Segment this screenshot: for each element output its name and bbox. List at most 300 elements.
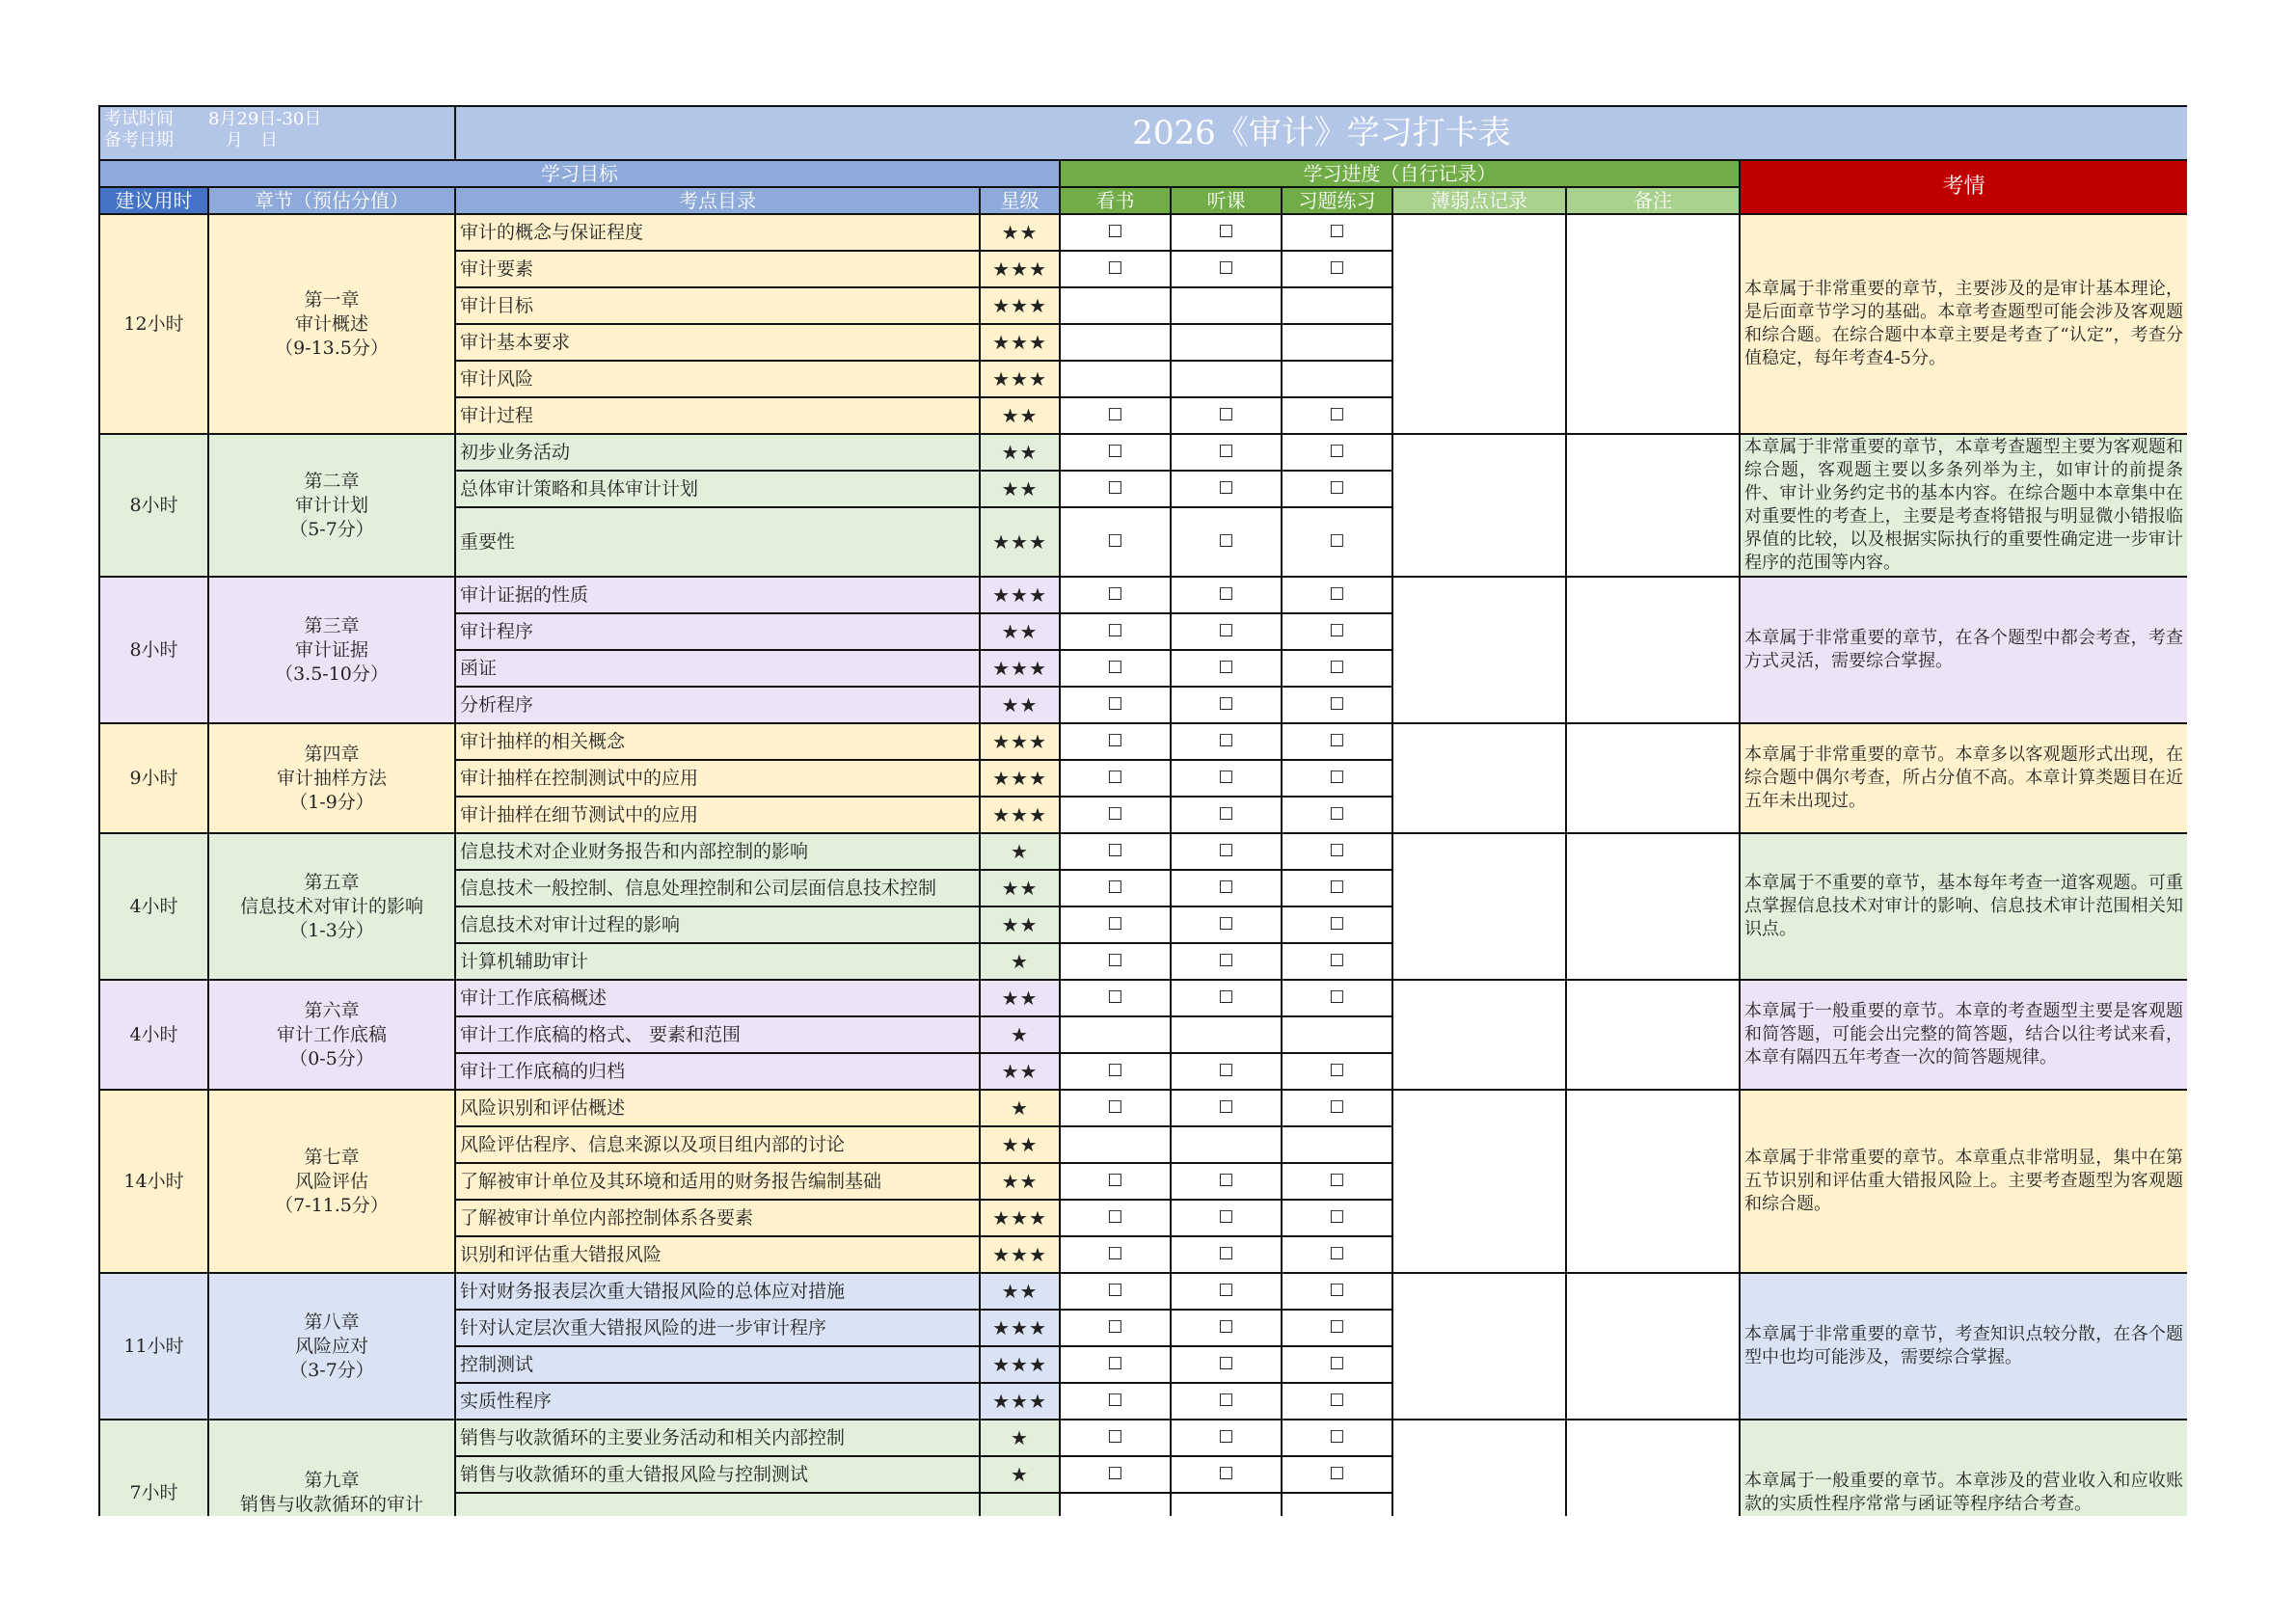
star-rating: ★★★	[980, 577, 1060, 613]
remarks-cell[interactable]	[1566, 1090, 1740, 1273]
read-checkbox[interactable]	[1060, 397, 1171, 434]
read-checkbox[interactable]	[1060, 1456, 1171, 1493]
lecture-checkbox[interactable]	[1171, 1310, 1282, 1346]
table-row	[99, 434, 2187, 471]
checkbox-icon[interactable]: ☐	[1107, 1317, 1123, 1338]
star-rating: ★★★	[980, 650, 1060, 687]
lecture-checkbox[interactable]	[1171, 760, 1282, 797]
checkbox-icon[interactable]: ☐	[1329, 987, 1345, 1008]
checkbox-icon[interactable]: ☐	[1107, 1464, 1123, 1484]
chapter-cell	[208, 833, 455, 980]
checkbox-icon[interactable]: ☐	[1218, 694, 1234, 715]
practice-checkbox[interactable]	[1282, 1383, 1392, 1420]
weak-points-cell[interactable]	[1392, 1090, 1566, 1273]
checkbox-icon[interactable]: ☐	[1329, 878, 1345, 898]
checkbox-icon[interactable]: ☐	[1218, 1171, 1234, 1191]
topic-cell: 信息技术一般控制、信息处理控制和公司层面信息技术控制	[455, 870, 980, 906]
practice-checkbox[interactable]	[1282, 1090, 1392, 1126]
checkbox-icon[interactable]: ☐	[1218, 442, 1234, 462]
checkbox-icon[interactable]: ☐	[1218, 1317, 1234, 1338]
topic-cell: 销售与收款循环的重大错报风险与控制测试	[455, 1456, 980, 1493]
checkbox-icon[interactable]: ☐	[1218, 1354, 1234, 1374]
checkbox-icon[interactable]: ☐	[1218, 987, 1234, 1008]
practice-checkbox[interactable]	[1282, 577, 1392, 613]
checkbox-icon[interactable]: ☐	[1107, 1171, 1123, 1191]
practice-checkbox[interactable]	[1282, 1456, 1392, 1493]
weak-points-cell[interactable]	[1392, 1273, 1566, 1420]
checkbox-icon[interactable]: ☐	[1107, 658, 1123, 678]
chapter-cell	[208, 1420, 455, 1516]
star-rating: ★★★	[980, 797, 1060, 833]
practice-cell[interactable]	[1282, 1016, 1392, 1053]
checkbox-icon[interactable]: ☐	[1329, 258, 1345, 279]
lecture-checkbox[interactable]	[1171, 797, 1282, 833]
checkbox-icon[interactable]: ☐	[1218, 1464, 1234, 1484]
chapter-score: （7-11.5分）	[275, 1194, 389, 1216]
checkbox-icon[interactable]: ☐	[1218, 658, 1234, 678]
chapter-cell	[208, 723, 455, 833]
practice-checkbox[interactable]	[1282, 1200, 1392, 1236]
lecture-checkbox[interactable]	[1171, 471, 1282, 507]
practice-checkbox[interactable]	[1282, 214, 1392, 251]
read-checkbox[interactable]	[1060, 1310, 1171, 1346]
chapter-header: 章节（预估分值）	[208, 187, 455, 214]
study-checkin-sheet	[98, 105, 2187, 1516]
checkbox-icon[interactable]: ☐	[1107, 1391, 1123, 1411]
checkbox-icon[interactable]: ☐	[1329, 531, 1345, 552]
chapter-number: 第五章	[304, 871, 360, 893]
lecture-checkbox[interactable]	[1171, 650, 1282, 687]
checkbox-icon[interactable]: ☐	[1329, 1464, 1345, 1484]
topic-cell: 审计的概念与保证程度	[455, 214, 980, 251]
topic-cell: 初步业务活动	[455, 434, 980, 471]
chapter-cell	[208, 214, 455, 434]
checkbox-icon[interactable]: ☐	[1218, 1097, 1234, 1118]
lecture-checkbox[interactable]	[1171, 1346, 1282, 1383]
checkbox-icon[interactable]: ☐	[1329, 731, 1345, 751]
practice-checkbox[interactable]	[1282, 1236, 1392, 1273]
checkbox-icon[interactable]: ☐	[1107, 1281, 1123, 1301]
checkbox-icon[interactable]: ☐	[1218, 584, 1234, 605]
checkbox-icon[interactable]: ☐	[1107, 841, 1123, 861]
read-checkbox[interactable]	[1060, 906, 1171, 943]
chapter-number: 第六章	[304, 999, 360, 1021]
checkbox-icon[interactable]: ☐	[1107, 1207, 1123, 1228]
lecture-checkbox[interactable]	[1171, 1200, 1282, 1236]
practice-cell[interactable]	[1282, 361, 1392, 397]
lecture-checkbox[interactable]	[1171, 507, 1282, 577]
star-rating: ★★	[980, 980, 1060, 1016]
checkbox-icon[interactable]: ☐	[1218, 914, 1234, 934]
checkbox-icon[interactable]: ☐	[1107, 768, 1123, 788]
read-checkbox[interactable]	[1060, 760, 1171, 797]
chapter-number: 第七章	[304, 1146, 360, 1168]
read-checkbox[interactable]	[1060, 650, 1171, 687]
practice-checkbox[interactable]	[1282, 650, 1392, 687]
star-rating: ★★★	[980, 361, 1060, 397]
read-checkbox[interactable]	[1060, 1163, 1171, 1200]
checkbox-icon[interactable]: ☐	[1329, 914, 1345, 934]
chapter-score: （3.5-10分）	[275, 663, 389, 685]
checkbox-icon[interactable]: ☐	[1107, 694, 1123, 715]
hours-cell: 8小时	[99, 434, 208, 577]
lecture-checkbox[interactable]	[1171, 1383, 1282, 1420]
checkbox-icon[interactable]: ☐	[1107, 1427, 1123, 1447]
checkbox-icon[interactable]: ☐	[1329, 1061, 1345, 1081]
read-cell[interactable]	[1060, 1126, 1171, 1163]
practice-checkbox[interactable]	[1282, 687, 1392, 723]
exam-info-note: 本章属于一般重要的章节。本章涉及的营业收入和应收账款的实质性程序常常与函证等程序结合考查。	[1740, 1420, 2187, 1516]
chapter-cell	[208, 1090, 455, 1273]
read-checkbox[interactable]	[1060, 1090, 1171, 1126]
checkbox-icon[interactable]: ☐	[1329, 804, 1345, 825]
checkbox-icon[interactable]: ☐	[1218, 951, 1234, 971]
lecture-checkbox[interactable]	[1171, 1090, 1282, 1126]
remarks-cell[interactable]	[1566, 1420, 1740, 1516]
practice-checkbox[interactable]	[1282, 980, 1392, 1016]
lecture-checkbox[interactable]	[1171, 870, 1282, 906]
topic-cell: 审计工作底稿的格式、 要素和范围	[455, 1016, 980, 1053]
hours-header: 建议用时	[99, 187, 208, 214]
remarks-cell[interactable]	[1566, 214, 1740, 434]
remarks-cell[interactable]	[1566, 434, 1740, 577]
star-rating: ★	[980, 1420, 1060, 1456]
weak-points-cell[interactable]	[1392, 1420, 1566, 1516]
lecture-checkbox[interactable]	[1171, 397, 1282, 434]
lecture-checkbox[interactable]	[1171, 434, 1282, 471]
checkbox-icon[interactable]: ☐	[1329, 694, 1345, 715]
practice-checkbox[interactable]	[1282, 906, 1392, 943]
checkbox-icon[interactable]: ☐	[1329, 584, 1345, 605]
chapter-score: （0-5分）	[289, 1047, 374, 1069]
checkbox-icon[interactable]: ☐	[1107, 914, 1123, 934]
checkbox-icon[interactable]: ☐	[1329, 478, 1345, 499]
read-checkbox[interactable]	[1060, 1053, 1171, 1090]
lecture-cell[interactable]	[1171, 287, 1282, 324]
read-cell[interactable]	[1060, 1016, 1171, 1053]
checkbox-icon[interactable]: ☐	[1107, 478, 1123, 499]
checkbox-icon[interactable]: ☐	[1107, 621, 1123, 641]
star-rating: ★	[980, 1090, 1060, 1126]
chapter-title: 审计抽样方法	[276, 767, 387, 789]
star-rating: ★★★	[980, 287, 1060, 324]
checkbox-icon[interactable]: ☐	[1218, 1427, 1234, 1447]
lecture-checkbox[interactable]	[1171, 723, 1282, 760]
practice-checkbox[interactable]	[1282, 613, 1392, 650]
checkbox-icon[interactable]: ☐	[1329, 951, 1345, 971]
topic-cell	[455, 1493, 980, 1516]
star-rating: ★★	[980, 397, 1060, 434]
read-checkbox[interactable]	[1060, 687, 1171, 723]
checkbox-icon[interactable]: ☐	[1107, 804, 1123, 825]
topic-cell: 实质性程序	[455, 1383, 980, 1420]
practice-cell[interactable]	[1282, 1493, 1392, 1516]
practice-checkbox[interactable]	[1282, 434, 1392, 471]
practice-checkbox[interactable]	[1282, 507, 1392, 577]
hours-cell: 7小时	[99, 1420, 208, 1516]
topic-cell: 计算机辅助审计	[455, 943, 980, 980]
checkbox-icon[interactable]: ☐	[1329, 405, 1345, 425]
practice-checkbox[interactable]	[1282, 870, 1392, 906]
practice-checkbox[interactable]	[1282, 397, 1392, 434]
star-rating: ★★	[980, 687, 1060, 723]
checkbox-icon[interactable]: ☐	[1107, 1061, 1123, 1081]
topic-cell: 信息技术对企业财务报告和内部控制的影响	[455, 833, 980, 870]
chapter-score: （1-9分）	[289, 791, 374, 813]
read-checkbox[interactable]	[1060, 1420, 1171, 1456]
chapter-title: 审计工作底稿	[276, 1023, 387, 1045]
checkbox-icon[interactable]: ☐	[1107, 878, 1123, 898]
topic-cell: 审计抽样在控制测试中的应用	[455, 760, 980, 797]
checkbox-icon[interactable]: ☐	[1107, 531, 1123, 552]
star-rating	[980, 1493, 1060, 1516]
checkbox-icon[interactable]: ☐	[1329, 621, 1345, 641]
table-row	[99, 1420, 2187, 1456]
weak-points-cell[interactable]	[1392, 434, 1566, 577]
star-rating: ★★★	[980, 1383, 1060, 1420]
goals-group-header: 学习目标	[99, 160, 1060, 187]
remarks-cell[interactable]	[1566, 980, 1740, 1090]
read-checkbox[interactable]	[1060, 870, 1171, 906]
checkbox-icon[interactable]: ☐	[1107, 1354, 1123, 1374]
practice-checkbox[interactable]	[1282, 1310, 1392, 1346]
checkbox-icon[interactable]: ☐	[1329, 1281, 1345, 1301]
checkbox-icon[interactable]: ☐	[1218, 768, 1234, 788]
practice-cell[interactable]	[1282, 287, 1392, 324]
lecture-cell[interactable]	[1171, 1126, 1282, 1163]
lecture-checkbox[interactable]	[1171, 980, 1282, 1016]
practice-cell[interactable]	[1282, 324, 1392, 361]
practice-checkbox[interactable]	[1282, 1053, 1392, 1090]
read-checkbox[interactable]	[1060, 251, 1171, 287]
chapter-title: 销售与收款循环的审计	[239, 1494, 423, 1515]
lecture-checkbox[interactable]	[1171, 1456, 1282, 1493]
topic-cell: 重要性	[455, 507, 980, 577]
chapter-number: 第一章	[304, 288, 360, 311]
weak-points-cell[interactable]	[1392, 723, 1566, 833]
topic-cell: 审计程序	[455, 613, 980, 650]
checkbox-icon[interactable]: ☐	[1329, 1354, 1345, 1374]
weak-points-cell[interactable]	[1392, 577, 1566, 723]
chapter-number: 第三章	[304, 614, 360, 636]
read-checkbox[interactable]	[1060, 797, 1171, 833]
topic-cell: 针对认定层次重大错报风险的进一步审计程序	[455, 1310, 980, 1346]
read-checkbox[interactable]	[1060, 577, 1171, 613]
checkbox-icon[interactable]: ☐	[1218, 841, 1234, 861]
read-cell[interactable]	[1060, 361, 1171, 397]
topic-cell: 总体审计策略和具体审计计划	[455, 471, 980, 507]
star-rating: ★★★	[980, 324, 1060, 361]
checkbox-icon[interactable]: ☐	[1107, 222, 1123, 242]
checkbox-icon[interactable]: ☐	[1218, 1281, 1234, 1301]
read-cell[interactable]	[1060, 324, 1171, 361]
lecture-checkbox[interactable]	[1171, 687, 1282, 723]
checkbox-icon[interactable]: ☐	[1329, 442, 1345, 462]
practice-checkbox[interactable]	[1282, 1346, 1392, 1383]
checkbox-icon[interactable]: ☐	[1329, 1097, 1345, 1118]
lecture-checkbox[interactable]	[1171, 577, 1282, 613]
table-row	[99, 577, 2187, 613]
chapter-score: （9-13.5分）	[275, 337, 389, 359]
hours-cell: 12小时	[99, 214, 208, 434]
checkbox-icon[interactable]: ☐	[1329, 1171, 1345, 1191]
checkbox-icon[interactable]: ☐	[1107, 1097, 1123, 1118]
chapter-title: 风险应对	[294, 1335, 368, 1357]
lecture-checkbox[interactable]	[1171, 613, 1282, 650]
prep-date-label: 备考日期	[104, 130, 174, 150]
checkbox-icon[interactable]: ☐	[1218, 222, 1234, 242]
read-checkbox[interactable]	[1060, 1236, 1171, 1273]
lecture-checkbox[interactable]	[1171, 1163, 1282, 1200]
chapter-score: （3-7分）	[289, 1359, 374, 1381]
topic-cell: 销售与收款循环的主要业务活动和相关内部控制	[455, 1420, 980, 1456]
read-checkbox[interactable]	[1060, 507, 1171, 577]
read-cell[interactable]	[1060, 287, 1171, 324]
checkbox-icon[interactable]: ☐	[1218, 531, 1234, 552]
star-rating: ★★★	[980, 507, 1060, 577]
practice-checkbox[interactable]	[1282, 1273, 1392, 1310]
exam-info-note: 本章属于一般重要的章节。本章的考查题型主要是客观题和简答题，可能会出完整的简答题，结合以往考试来看，本章有隔四五年考查一次的简答题规律。	[1740, 980, 2187, 1090]
weak-points-cell[interactable]	[1392, 214, 1566, 434]
weak-points-cell[interactable]	[1392, 980, 1566, 1090]
chapter-title: 审计计划	[294, 494, 368, 516]
topic-cell: 审计过程	[455, 397, 980, 434]
read-checkbox[interactable]	[1060, 980, 1171, 1016]
read-checkbox[interactable]	[1060, 1273, 1171, 1310]
practice-checkbox[interactable]	[1282, 1420, 1392, 1456]
chapter-title: 风险评估	[294, 1170, 368, 1192]
exam-time-value: 8月29日-30日	[208, 109, 322, 129]
checkbox-icon[interactable]: ☐	[1107, 405, 1123, 425]
star-rating: ★★★	[980, 1346, 1060, 1383]
read-checkbox[interactable]	[1060, 1383, 1171, 1420]
practice-checkbox[interactable]	[1282, 471, 1392, 507]
weak-points-cell[interactable]	[1392, 833, 1566, 980]
practice-checkbox[interactable]	[1282, 833, 1392, 870]
checkbox-icon[interactable]: ☐	[1107, 731, 1123, 751]
lecture-checkbox[interactable]	[1171, 1420, 1282, 1456]
read-checkbox[interactable]	[1060, 613, 1171, 650]
read-checkbox[interactable]	[1060, 471, 1171, 507]
topic-cell: 审计目标	[455, 287, 980, 324]
checkbox-icon[interactable]: ☐	[1329, 1317, 1345, 1338]
checkin-table	[98, 105, 2187, 1516]
topic-cell: 控制测试	[455, 1346, 980, 1383]
practice-checkbox[interactable]	[1282, 760, 1392, 797]
topic-cell: 风险评估程序、信息来源以及项目组内部的讨论	[455, 1126, 980, 1163]
chapter-number: 第八章	[304, 1311, 360, 1333]
practice-cell[interactable]	[1282, 1126, 1392, 1163]
practice-checkbox[interactable]	[1282, 797, 1392, 833]
checkbox-icon[interactable]: ☐	[1218, 621, 1234, 641]
lecture-cell[interactable]	[1171, 1016, 1282, 1053]
checkbox-icon[interactable]: ☐	[1218, 258, 1234, 279]
lecture-checkbox[interactable]	[1171, 943, 1282, 980]
lecture-checkbox[interactable]	[1171, 1236, 1282, 1273]
checkbox-icon[interactable]: ☐	[1107, 987, 1123, 1008]
checkbox-icon[interactable]: ☐	[1107, 1244, 1123, 1264]
exam-info-note: 本章属于非常重要的章节，在各个题型中都会考查，考查方式灵活，需要综合掌握。	[1740, 577, 2187, 723]
topic-cell: 审计证据的性质	[455, 577, 980, 613]
read-checkbox[interactable]	[1060, 214, 1171, 251]
checkbox-icon[interactable]: ☐	[1329, 1427, 1345, 1447]
read-checkbox[interactable]	[1060, 943, 1171, 980]
read-cell[interactable]	[1060, 1493, 1171, 1516]
checkbox-icon[interactable]: ☐	[1218, 1244, 1234, 1264]
chapter-title: 审计概述	[294, 312, 368, 335]
star-rating: ★★	[980, 613, 1060, 650]
checkbox-icon[interactable]: ☐	[1329, 1244, 1345, 1264]
star-rating: ★★★	[980, 760, 1060, 797]
chapter-number: 第二章	[304, 470, 360, 492]
lecture-cell[interactable]	[1171, 361, 1282, 397]
lecture-checkbox[interactable]	[1171, 1273, 1282, 1310]
checkbox-icon[interactable]: ☐	[1107, 951, 1123, 971]
checkbox-icon[interactable]: ☐	[1329, 222, 1345, 242]
read-checkbox[interactable]	[1060, 434, 1171, 471]
lecture-checkbox[interactable]	[1171, 1053, 1282, 1090]
checkbox-icon[interactable]: ☐	[1107, 442, 1123, 462]
checkbox-icon[interactable]: ☐	[1218, 1207, 1234, 1228]
practice-checkbox[interactable]	[1282, 723, 1392, 760]
lecture-checkbox[interactable]	[1171, 833, 1282, 870]
checkbox-icon[interactable]: ☐	[1218, 804, 1234, 825]
read-checkbox[interactable]	[1060, 833, 1171, 870]
checkbox-icon[interactable]: ☐	[1329, 768, 1345, 788]
topic-cell: 针对财务报表层次重大错报风险的总体应对措施	[455, 1273, 980, 1310]
read-checkbox[interactable]	[1060, 723, 1171, 760]
checkbox-icon[interactable]: ☐	[1218, 731, 1234, 751]
remarks-cell[interactable]	[1566, 833, 1740, 980]
lecture-cell[interactable]	[1171, 1493, 1282, 1516]
read-checkbox[interactable]	[1060, 1346, 1171, 1383]
checkbox-icon[interactable]: ☐	[1107, 258, 1123, 279]
remarks-cell[interactable]	[1566, 577, 1740, 723]
lecture-cell[interactable]	[1171, 324, 1282, 361]
chapter-number: 第四章	[304, 743, 360, 765]
remarks-cell[interactable]	[1566, 723, 1740, 833]
checkbox-icon[interactable]: ☐	[1329, 1207, 1345, 1228]
lecture-checkbox[interactable]	[1171, 906, 1282, 943]
checkbox-icon[interactable]: ☐	[1218, 1061, 1234, 1081]
practice-checkbox[interactable]	[1282, 1163, 1392, 1200]
star-rating: ★★★	[980, 723, 1060, 760]
star-rating: ★★	[980, 214, 1060, 251]
checkbox-icon[interactable]: ☐	[1329, 841, 1345, 861]
checkbox-icon[interactable]: ☐	[1329, 1391, 1345, 1411]
practice-checkbox[interactable]	[1282, 251, 1392, 287]
checkbox-icon[interactable]: ☐	[1107, 584, 1123, 605]
practice-checkbox[interactable]	[1282, 943, 1392, 980]
exam-info-note: 本章属于非常重要的章节，考查知识点较分散，在各个题型中也均可能涉及，需要综合掌握。	[1740, 1273, 2187, 1420]
weak-points-header: 薄弱点记录	[1392, 187, 1566, 214]
lecture-checkbox[interactable]	[1171, 251, 1282, 287]
topic-cell: 识别和评估重大错报风险	[455, 1236, 980, 1273]
hours-cell: 4小时	[99, 833, 208, 980]
lecture-checkbox[interactable]	[1171, 214, 1282, 251]
checkbox-icon[interactable]: ☐	[1218, 405, 1234, 425]
lecture-header: 听课	[1171, 187, 1282, 214]
chapter-cell	[208, 577, 455, 723]
topic-cell: 了解被审计单位内部控制体系各要素	[455, 1200, 980, 1236]
remarks-cell[interactable]	[1566, 1273, 1740, 1420]
exam-info-note: 本章属于非常重要的章节，主要涉及的是审计基本理论，是后面章节学习的基础。本章考查题型可能会涉及客观题和综合题。在综合题中本章主要是考查了“认定”，考查分值稳定，每年考查4-5分。	[1740, 214, 2187, 434]
checkbox-icon[interactable]: ☐	[1218, 478, 1234, 499]
checkbox-icon[interactable]: ☐	[1218, 878, 1234, 898]
checkbox-icon[interactable]: ☐	[1329, 658, 1345, 678]
checkbox-icon[interactable]: ☐	[1218, 1391, 1234, 1411]
read-checkbox[interactable]	[1060, 1200, 1171, 1236]
